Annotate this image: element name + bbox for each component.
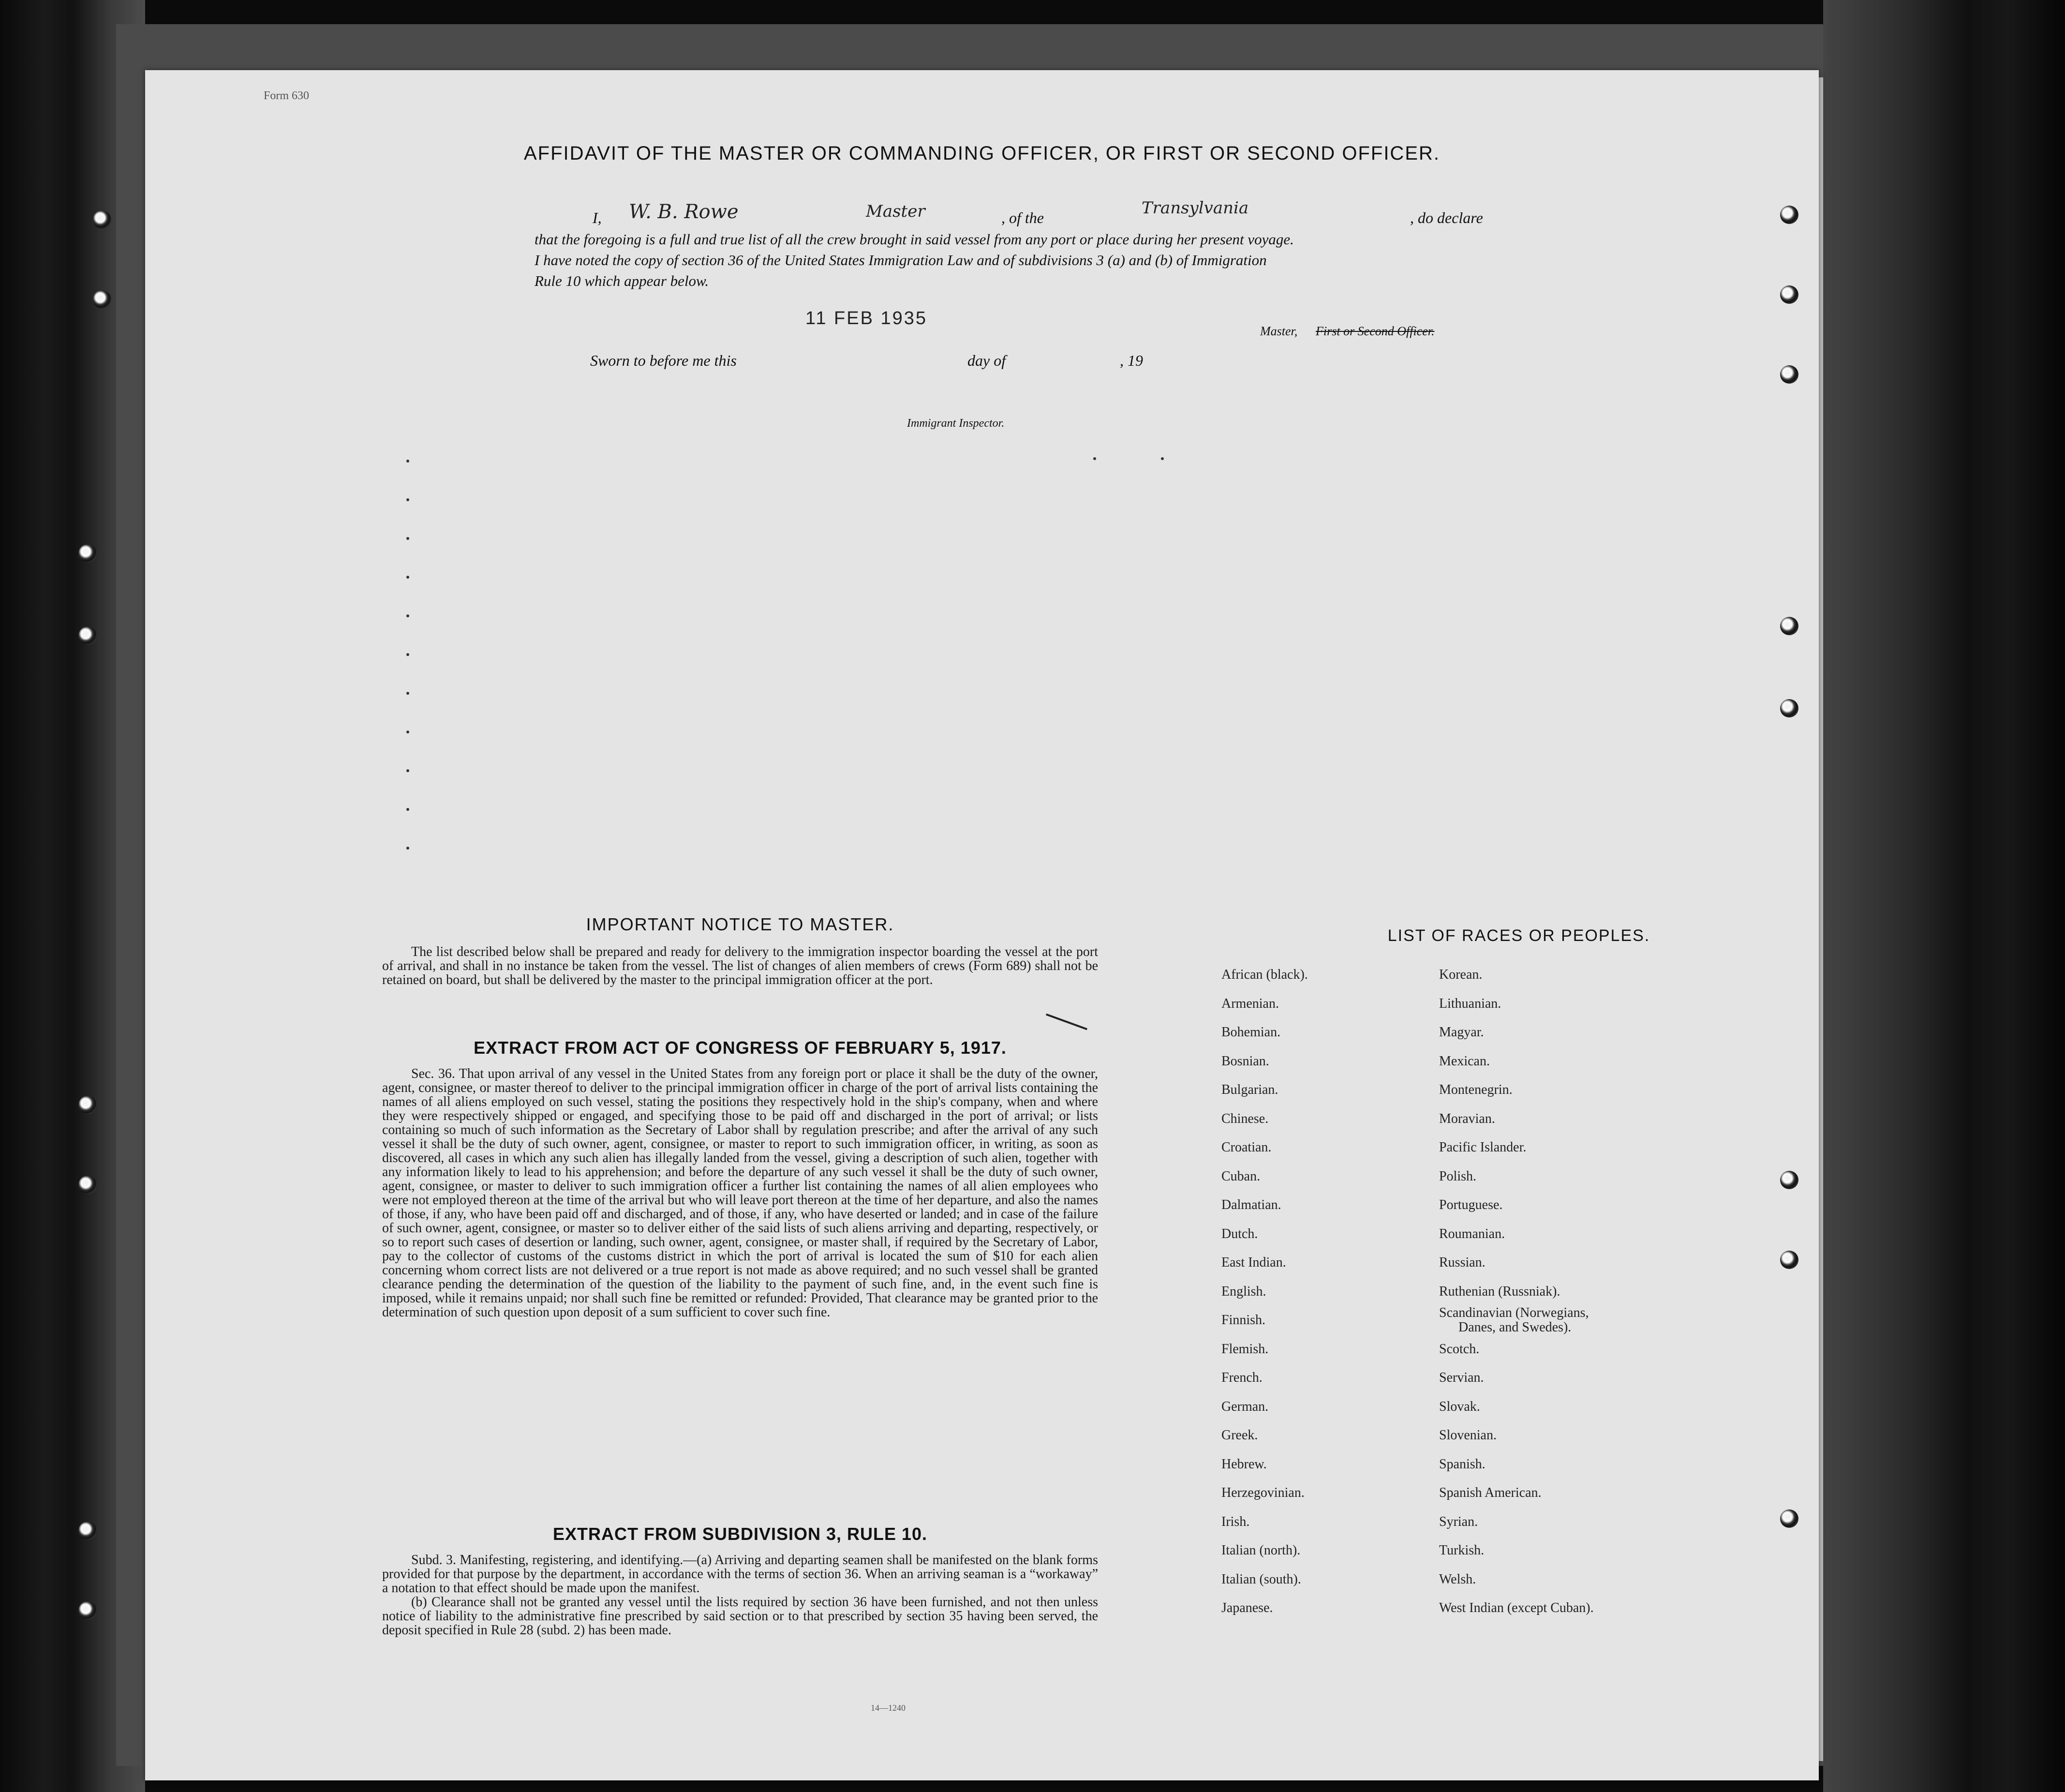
binder-hole-icon	[78, 1176, 97, 1194]
inspector-caption: Immigrant Inspector.	[907, 417, 1005, 430]
stray-dot	[1161, 457, 1164, 460]
affidavit-pronoun: I,	[593, 209, 602, 226]
race-item: Cuban.	[1221, 1168, 1261, 1184]
extract-rule-title: EXTRACT FROM SUBDIVISION 3, RULE 10.	[552, 1524, 928, 1544]
binder-hole-icon	[1780, 699, 1798, 717]
race-item: Chinese.	[1221, 1111, 1269, 1126]
race-item: Montenegrin.	[1439, 1082, 1513, 1097]
stray-dot	[406, 460, 409, 463]
stray-dot	[406, 576, 409, 579]
binder-hole-icon	[1780, 1509, 1798, 1528]
binder-hole-icon	[1780, 206, 1798, 224]
races-left-column	[1221, 960, 1308, 1623]
stray-dot	[406, 847, 409, 850]
signature-caption-master: Master,	[1260, 324, 1298, 338]
race-item: Russian.	[1439, 1255, 1486, 1270]
print-code: 14—1240	[871, 1703, 906, 1713]
race-item: Armenian.	[1221, 996, 1279, 1011]
races-right-column	[1439, 960, 1594, 1623]
race-item: Scotch.	[1439, 1341, 1480, 1357]
race-item: Roumanian.	[1439, 1226, 1505, 1241]
binder-hole-icon	[78, 627, 97, 645]
binder-hole-icon	[1780, 1251, 1798, 1269]
race-item: Servian.	[1439, 1370, 1484, 1385]
race-item: Slovak.	[1439, 1399, 1480, 1414]
race-item: Portuguese.	[1439, 1197, 1503, 1212]
race-item: English.	[1221, 1284, 1266, 1299]
race-item: Finnish.	[1221, 1313, 1266, 1328]
race-item: Lithuanian.	[1439, 996, 1501, 1011]
binder-hole-icon	[1780, 285, 1798, 304]
race-item: Welsh.	[1439, 1571, 1476, 1587]
affidavit-title: AFFIDAVIT OF THE MASTER OR COMMANDING OFFICER, OR FIRST OR SECOND OFFICER.	[524, 143, 1440, 164]
scan-right-edge	[1823, 0, 2065, 1792]
rule-para-b: (b) Clearance shall not be granted any vessel until the lists required by section 36 have been furnished, and not then unless notice of liability to the administrative fine prescribed by said section or to that prescribed by section 35 having been served, the deposit specified in Rule 28 (subd. 2) has been made.	[382, 1595, 1098, 1638]
binder-hole-icon	[78, 1522, 97, 1540]
handwritten-vessel: Transylvania	[1142, 198, 1249, 218]
handwritten-name: W. B. Rowe	[629, 201, 739, 223]
binder-hole-icon	[1780, 365, 1798, 384]
binder-hole-icon	[78, 1096, 97, 1114]
race-item: East Indian.	[1221, 1255, 1286, 1270]
race-item: Irish.	[1221, 1514, 1250, 1529]
extract-rule-body	[382, 1553, 1098, 1637]
affidavit-line-4: Rule 10 which appear below.	[535, 272, 709, 289]
notice-body	[382, 945, 1098, 987]
race-item: German.	[1221, 1399, 1269, 1414]
binder-hole-icon	[78, 1601, 97, 1620]
race-item: Slovenian.	[1439, 1428, 1497, 1443]
notice-title: IMPORTANT NOTICE TO MASTER.	[586, 914, 894, 934]
affidavit-line-3: I have noted the copy of section 36 of the United States Immigration Law and of subdivisions 3 (a) and (b) of Immigration	[535, 252, 1267, 269]
race-item: Spanish.	[1439, 1456, 1486, 1472]
race-item: African (black).	[1221, 967, 1308, 982]
binder-hole-icon	[93, 290, 111, 309]
race-item: Magyar.	[1439, 1025, 1484, 1040]
race-item: Italian (south).	[1221, 1571, 1301, 1587]
pencil-mark	[1046, 1014, 1087, 1030]
binder-hole-icon	[93, 210, 111, 229]
race-item	[1439, 1306, 1594, 1335]
extract-act-title: EXTRACT FROM ACT OF CONGRESS OF FEBRUARY 5, 1917.	[474, 1038, 1007, 1058]
stray-dot	[406, 808, 409, 811]
affidavit-do-declare: , do declare	[1410, 209, 1483, 226]
stray-dot	[406, 498, 409, 501]
stray-dot	[406, 537, 409, 540]
race-item: Japanese.	[1221, 1600, 1273, 1615]
section-36-paragraph: Sec. 36. That upon arrival of any vessel in the United States from any foreign port or place it shall be the duty of the owner, agent, consignee, or master thereof to deliver to the principal immigration officer in charge of the port of arrival lists containing the names of all aliens employed on such vessel, stating the positions they respectively hold in the ship's company, when and where they were respectively shipped or engaged, and specifying those to be paid off and discharged in the port of arrival; or lists containing so much of such information as the Secretary of Labor shall by regulation prescribe; and after the arrival of any such vessel it shall be the duty of such owner, agent, consignee, or master to report to such immigration officer, in writing, as soon as discovered, all cases in which any such alien has illegally landed from the vessel, giving a description of such alien, together with any information likely to lead to his apprehension; and before the departure of any such vessel it shall be the duty of such owner, agent, consignee, or master to deliver to such immigration officer a further list containing the names of all alien employees who were not employed thereon at the time of the arrival but who will leave port thereon at the time of her departure, and also the names of those, if any, who have been paid off and discharged, and of those, if any, who have deserted or landed; and in case of the failure of such owner, agent, consignee, or master so to deliver either of the said lists of such aliens arriving and departing, respectively, or so to report such cases of desertion or landing, such owner, agent, consignee, or master shall, if required by the Secretary of Labor, pay to the collector of customs of the customs district in which the port of arrival is located the sum of $10 for each alien concerning whom correct lists are not delivered or a true report is not made as above required; and no such vessel shall be granted clearance pending the determination of the question of the liability to the payment of such fine, and, in the event such fine is imposed, while it remains unpaid; nor shall such fine be remitted or refunded: Provided, That clearance may be granted prior to the determination of such question upon deposit of a sum sufficient to cover such fine.	[382, 1066, 1098, 1320]
race-item: Mexican.	[1439, 1053, 1490, 1069]
race-item: Pacific Islander.	[1439, 1140, 1527, 1155]
race-item: Turkish.	[1439, 1543, 1485, 1558]
race-item: Greek.	[1221, 1428, 1258, 1443]
race-item: Bulgarian.	[1221, 1082, 1278, 1097]
notice-paragraph: The list described below shall be prepared and ready for delivery to the immigration inspector boarding the vessel at the port of arrival, and shall in no instance be taken from the vessel. The list of changes of alien members of crews (Form 689) shall not be retained on board, but shall be delivered by the master to the principal immigration officer at the port.	[382, 944, 1098, 987]
handwritten-rank: Master	[866, 202, 925, 221]
binder-hole-icon	[1780, 1171, 1798, 1189]
stray-dot	[406, 614, 409, 617]
race-item: Bohemian.	[1221, 1025, 1281, 1040]
race-item: Croatian.	[1221, 1140, 1272, 1155]
race-item-continuation: Danes, and Swedes).	[1458, 1320, 1572, 1335]
races-title: LIST OF RACES OR PEOPLES.	[1387, 926, 1650, 945]
race-item: West Indian (except Cuban).	[1439, 1600, 1594, 1615]
race-item: Dalmatian.	[1221, 1197, 1281, 1212]
stray-dot	[406, 692, 409, 695]
date-stamp: 11 FEB 1935	[805, 308, 928, 329]
race-item: Dutch.	[1221, 1226, 1258, 1241]
form-number: Form 630	[264, 90, 310, 102]
race-item: Herzegovinian.	[1221, 1485, 1305, 1500]
stray-dot	[406, 653, 409, 656]
race-item: Polish.	[1439, 1168, 1477, 1184]
race-item: Flemish.	[1221, 1341, 1269, 1357]
race-item: Syrian.	[1439, 1514, 1478, 1529]
affidavit-of-the: , of the	[1001, 209, 1044, 226]
signature-caption-struck: First or Second Officer.	[1316, 324, 1435, 338]
race-item: Hebrew.	[1221, 1456, 1267, 1472]
stray-dot	[406, 769, 409, 772]
binder-hole-icon	[78, 544, 97, 563]
document-page	[145, 70, 1819, 1780]
sworn-year: , 19	[1120, 352, 1143, 369]
extract-act-body	[382, 1067, 1098, 1319]
race-item-text: Scandinavian (Norwegians,	[1439, 1305, 1589, 1320]
race-item: Korean.	[1439, 967, 1483, 982]
race-item: Ruthenian (Russniak).	[1439, 1284, 1560, 1299]
sworn-prefix: Sworn to before me this	[590, 352, 737, 369]
affidavit-line-2: that the foregoing is a full and true list of all the crew brought in said vessel from any port or place during her present voyage.	[535, 231, 1294, 248]
race-item: Moravian.	[1439, 1111, 1495, 1126]
stray-dot	[1093, 457, 1096, 460]
race-item: Bosnian.	[1221, 1053, 1269, 1069]
race-item: French.	[1221, 1370, 1263, 1385]
sworn-day-of: day of	[967, 352, 1006, 369]
race-item: Spanish American.	[1439, 1485, 1542, 1500]
race-item: Italian (north).	[1221, 1543, 1301, 1558]
binder-hole-icon	[1780, 617, 1798, 635]
rule-para-a: Subd. 3. Manifesting, registering, and identifying.—(a) Arriving and departing seamen shall be manifested on the blank forms provided for that purpose by the department, in accordance with the terms of section 36. When an arriving seaman is a “workaway” a notation to that effect should be made upon the manifest.	[382, 1553, 1098, 1596]
stray-dot	[406, 731, 409, 733]
